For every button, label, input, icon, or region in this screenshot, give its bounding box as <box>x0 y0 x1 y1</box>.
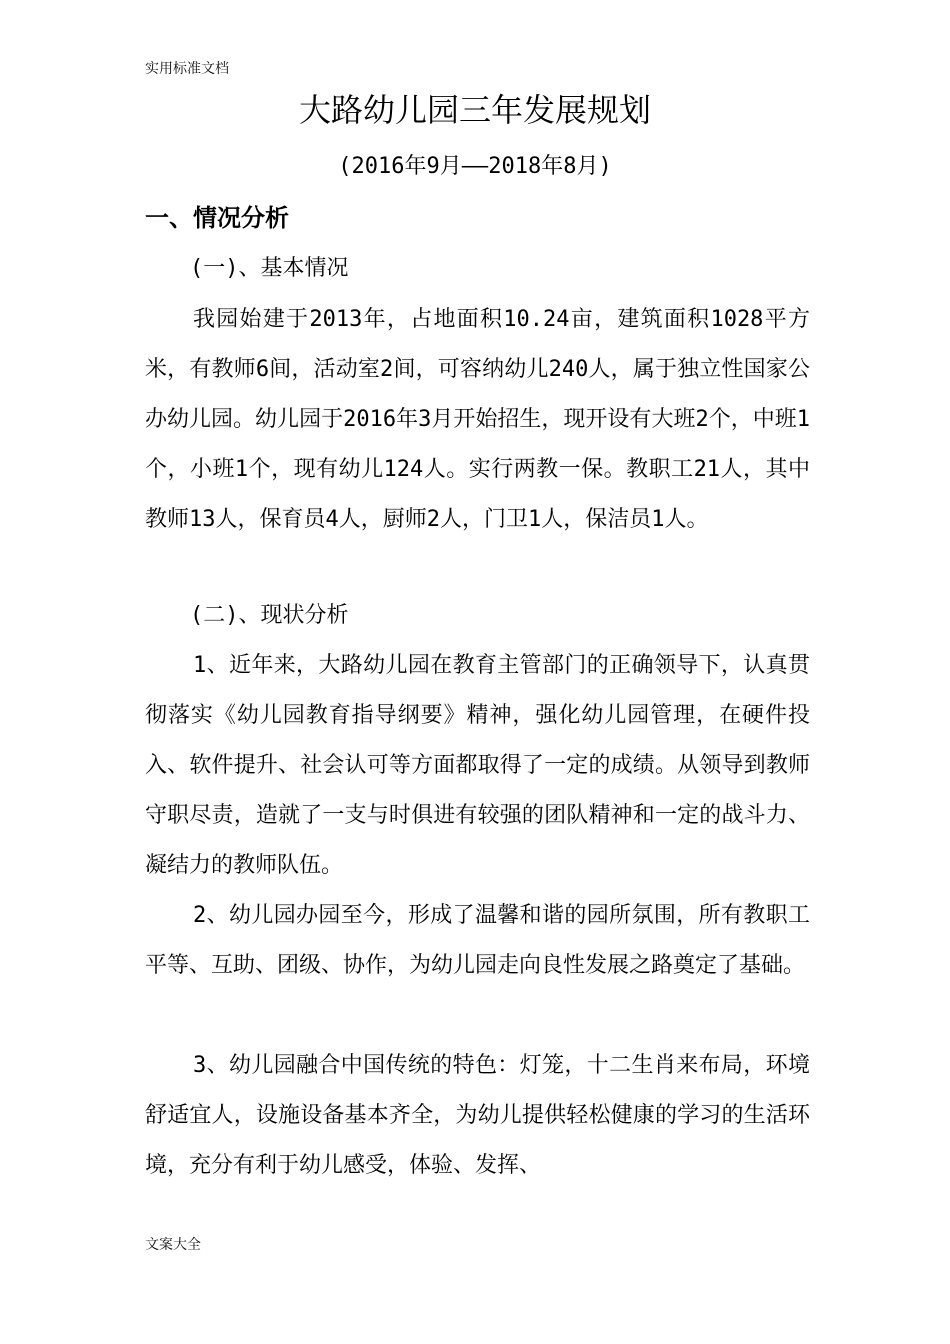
paragraph-status-item-3: 3、幼儿园融合中国传统的特色：灯笼，十二生肖来布局，环境舒适宜人，设施设备基本齐全，为幼儿提供轻松健康的学习的生活环境，充分有利于幼儿感受，体验、发挥、 <box>145 1053 810 1178</box>
paragraph-status-item-1: 1、近年来，大路幼儿园在教育主管部门的正确领导下，认真贯彻落实《幼儿园教育指导纲要》精神，强化幼儿园管理，在硬件投入、软件提升、社会认可等方面都取得了一定的成绩。从领导到教师守职尽责，造就了一支与时俱进有较强的团队精神和一定的战斗力、凝结力的教师队伍。 <box>145 653 810 878</box>
section-heading-situation-analysis: 一、情况分析 <box>145 204 289 232</box>
paragraph-status-item-2: 2、幼儿园办园至今，形成了温馨和谐的园所氛围，所有教职工平等、互助、团级、协作，为幼儿园走向良性发展之路奠定了基础。 <box>145 903 810 978</box>
subheading-current-status: (二)、现状分析 <box>190 603 349 628</box>
subheading-basic-situation: (一)、基本情况 <box>190 256 349 281</box>
page-header-note: 实用标准文档 <box>145 61 229 77</box>
page-footer-note: 文案大全 <box>145 1237 201 1253</box>
paragraph-basic-situation: 我园始建于2013年，占地面积10.24亩，建筑面积1028平方米，有教师6间，活动室2间，可容纳幼儿240人，属于独立性国家公办幼儿园。幼儿园于2016年3月开始招生，现开设有大班2个，中班1个，小班1个，现有幼儿124人。实行两教一保。教职工21人，其中教师13人，保育员4人，厨师2人，门卫1人，保洁员1人。 <box>145 307 810 532</box>
document-title: 大路幼儿园三年发展规划 <box>298 91 651 129</box>
document-subtitle-date-range: (2016年9月——2018年8月) <box>338 154 612 179</box>
